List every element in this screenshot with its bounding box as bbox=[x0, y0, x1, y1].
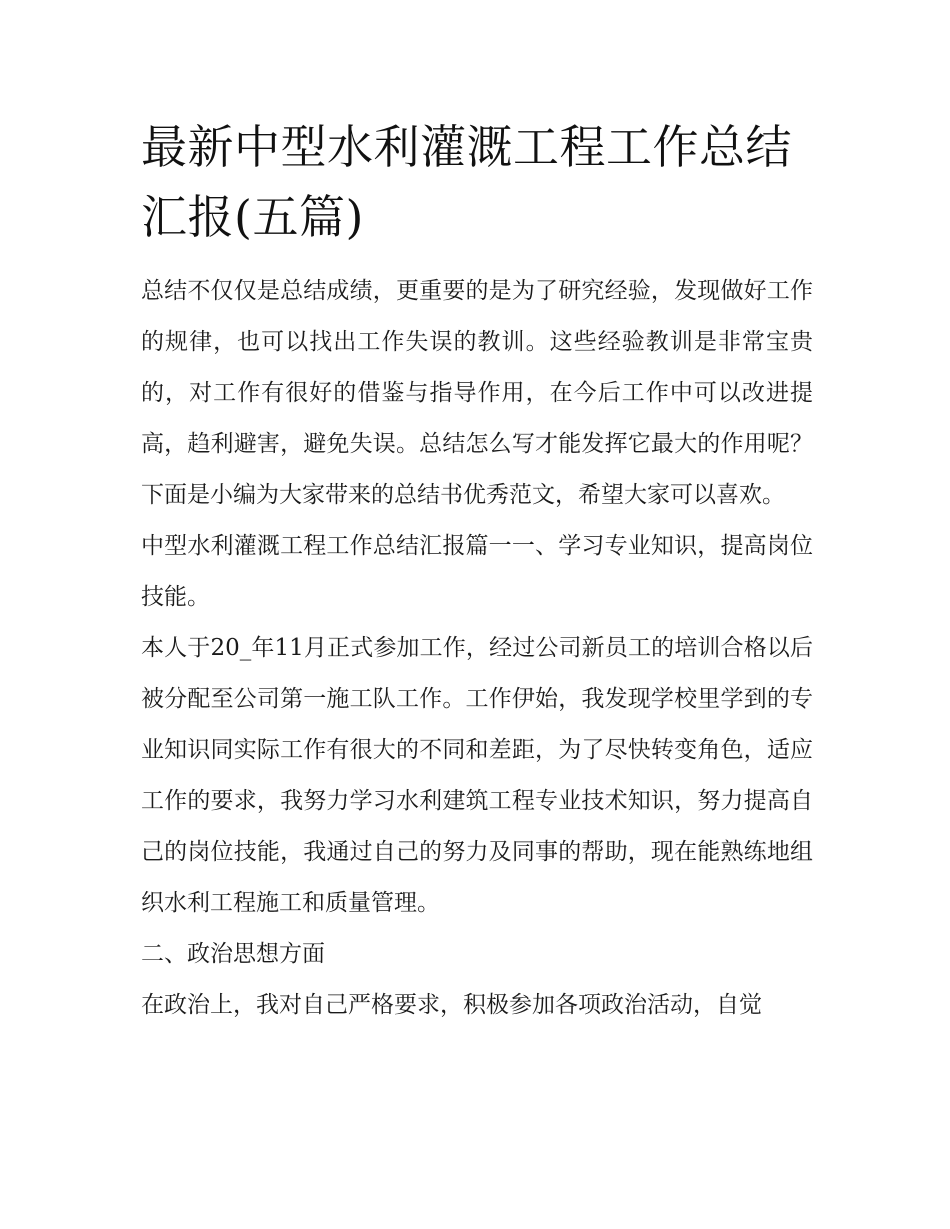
body-paragraph: 本人于20_年11月正式参加工作，经过公司新员工的培训合格以后被分配至公司第一施工队工作。工作伊始，我发现学校里学到的专业知识同实际工作有很大的不同和差距，为了尽快转变角色，适应工作的要求，我努力学习水利建筑工程专业技术知识，努力提高自己的岗位技能，我通过自己的努力及同事的帮助，现在能熟练地组织水利工程施工和质量管理。 bbox=[141, 635, 813, 916]
section-heading-one: 中型水利灌溉工程工作总结汇报篇一一、学习专业知识，提高岗位技能。 bbox=[141, 533, 813, 610]
document-page bbox=[141, 112, 813, 1031]
intro-paragraph: 总结不仅仅是总结成绩，更重要的是为了研究经验，发现做好工作的规律，也可以找出工作失误的教训。这些经验教训是非常宝贵的，对工作有很好的借鉴与指导作用，在今后工作中可以改进提高，趋利避害，避免失误。总结怎么写才能发挥它最大的作用呢？下面是小编为大家带来的总结书优秀范文，希望大家可以喜欢。 bbox=[141, 278, 813, 508]
document-body bbox=[141, 266, 813, 1031]
document-title: 最新中型水利灌溉工程工作总结汇报(五篇) bbox=[141, 120, 792, 244]
section-heading-two: 二、政治思想方面 bbox=[141, 941, 325, 967]
body-paragraph-continued: 在政治上，我对自己严格要求，积极参加各项政治活动，自觉 bbox=[141, 992, 762, 1018]
